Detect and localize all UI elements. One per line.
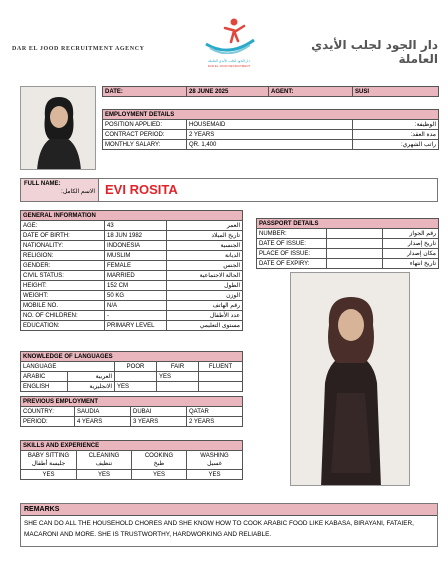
table-row <box>21 417 243 427</box>
full-name-label-ar: الاسم الكامل: <box>61 189 95 195</box>
column-header: FLUENT <box>199 362 243 372</box>
field-label: AGE: <box>21 221 105 231</box>
skill-name-ar: تنظيف <box>95 461 113 467</box>
country-value: QATAR <box>187 407 243 417</box>
skill-header <box>77 451 132 470</box>
language-name-ar: الانجليزية <box>68 382 115 392</box>
skill-header <box>21 451 77 470</box>
remarks-section <box>20 503 438 547</box>
employment-details <box>102 109 439 150</box>
candidate-photo-small <box>20 86 96 170</box>
field-label-ar: عدد الأطفال <box>167 311 243 321</box>
skill-name-ar: غسيل <box>207 461 222 467</box>
table-row <box>21 221 243 231</box>
field-label-ar: الطول <box>167 281 243 291</box>
field-label-ar: تاريخ الميلاد <box>167 231 243 241</box>
level-poor: YES <box>115 382 157 392</box>
remarks-text: SHE CAN DO ALL THE HOUSEHOLD CHORES AND SHE KNOW HOW TO COOK ARABIC FOOD LIKE KABASA, BIRAYANI, FATAIER, MACARONI AND MORE. SHE IS TRUSTWORTHY, HARDWORKING AND RELIABLE. <box>24 520 414 538</box>
column-header: FAIR <box>157 362 199 372</box>
field-value <box>327 259 383 269</box>
logo-caption-ar: دار الجود لجلب الأيدي العاملة <box>208 59 250 63</box>
field-label: GENDER: <box>21 261 105 271</box>
skill-name-ar: طبخ <box>153 461 165 467</box>
field-value: HOUSEMAID <box>187 120 353 130</box>
date-label: DATE: <box>103 87 187 97</box>
field-value: 2 YEARS <box>187 130 353 140</box>
agency-logo <box>198 14 260 66</box>
country-value: SAUDIA <box>75 407 131 417</box>
table-row <box>21 251 243 261</box>
table-row <box>257 239 439 249</box>
field-label: MOBILE NO. <box>21 301 105 311</box>
skill-header <box>187 451 243 470</box>
field-label-ar: تاريخ انتهاء <box>383 259 439 269</box>
field-label-ar: الوظيفة: <box>353 120 439 130</box>
field-value: MARRIED <box>105 271 167 281</box>
field-label: HEIGHT: <box>21 281 105 291</box>
field-label: NATIONALITY: <box>21 241 105 251</box>
skill-name: BABY SITTING <box>27 453 70 459</box>
agent-value: SUSI <box>353 87 439 97</box>
field-label-ar: الوزن <box>167 291 243 301</box>
table-header-row <box>21 362 243 372</box>
candidate-photo-full <box>290 272 410 486</box>
field-value: 43 <box>105 221 167 231</box>
field-label: MONTHLY SALARY: <box>103 140 187 150</box>
employment-title: EMPLOYMENT DETAILS <box>103 110 439 120</box>
table-row <box>21 470 243 480</box>
logo-figure-icon <box>198 14 260 54</box>
field-label: DATE OF BIRTH: <box>21 231 105 241</box>
table-row <box>257 259 439 269</box>
table-row <box>21 261 243 271</box>
field-label: CIVIL STATUS: <box>21 271 105 281</box>
field-label-ar: الحالة الاجتماعية <box>167 271 243 281</box>
table-row <box>21 382 243 392</box>
skill-name: COOKING <box>144 453 174 459</box>
period-value: 2 YEARS <box>187 417 243 427</box>
knowledge-of-languages <box>20 351 243 392</box>
field-label: EDUCATION: <box>21 321 105 331</box>
field-label: CONTRACT PERIOD: <box>103 130 187 140</box>
field-value: 18 JUN 1982 <box>105 231 167 241</box>
table-row <box>21 301 243 311</box>
field-value <box>327 239 383 249</box>
agency-name-en: DAR EL JOOD RECRUITMENT AGENCY <box>12 46 145 52</box>
logo-caption-en: DAR EL JOOD RECRUITMENT <box>207 64 251 68</box>
date-value: 28 JUNE 2025 <box>187 87 269 97</box>
field-label-ar: الجنسية <box>167 241 243 251</box>
country-label: COUNTRY: <box>21 407 75 417</box>
level-fluent <box>199 382 243 392</box>
table-row <box>21 372 243 382</box>
field-label-ar: تاريخ إصدار <box>383 239 439 249</box>
level-fluent <box>199 372 243 382</box>
column-header: LANGUAGE <box>21 362 115 372</box>
field-label: DATE OF EXPIRY: <box>257 259 327 269</box>
field-value: 50 KG <box>105 291 167 301</box>
full-name-label: FULL NAME: <box>24 181 61 187</box>
language-name: ENGLISH <box>21 382 68 392</box>
agent-label: AGENT: <box>269 87 353 97</box>
general-information <box>20 210 243 331</box>
field-label-ar: رقم الهاتف <box>167 301 243 311</box>
field-value: - <box>105 311 167 321</box>
skills-and-experience <box>20 440 243 480</box>
table-row <box>21 311 243 321</box>
field-label-ar: راتب الشهري: <box>353 140 439 150</box>
previous-employment <box>20 396 243 427</box>
field-label: NO. OF CHILDREN: <box>21 311 105 321</box>
skills-header-row <box>21 451 243 470</box>
table-row <box>103 140 439 150</box>
field-value: QR. 1,400 <box>187 140 353 150</box>
field-value: MUSLIM <box>105 251 167 261</box>
skills-title: SKILLS AND EXPERIENCE <box>21 441 243 451</box>
skill-value: YES <box>21 470 77 480</box>
country-value: DUBAI <box>131 407 187 417</box>
field-label: PLACE OF ISSUE: <box>257 249 327 259</box>
field-label: WEIGHT: <box>21 291 105 301</box>
table-row <box>257 249 439 259</box>
table-row <box>21 231 243 241</box>
period-label: PERIOD: <box>21 417 75 427</box>
column-header: POOR <box>115 362 157 372</box>
full-name-value: EVI ROSITA <box>105 182 178 197</box>
table-row <box>257 229 439 239</box>
skill-name: WASHING <box>200 453 229 459</box>
field-label-ar: مستوى التعليمي <box>167 321 243 331</box>
passport-title: PASSPORT DETAILS <box>257 219 439 229</box>
skill-value: YES <box>187 470 243 480</box>
skill-name: CLEANING <box>88 453 120 459</box>
field-label-ar: مدة العقد: <box>353 130 439 140</box>
table-row <box>21 241 243 251</box>
period-value: 3 YEARS <box>131 417 187 427</box>
skill-name-ar: جليسة أطفال <box>31 461 66 467</box>
general-title: GENERAL INFORMATION <box>21 211 243 221</box>
field-value: N/A <box>105 301 167 311</box>
table-row <box>21 407 243 417</box>
field-label-ar: العمر <box>167 221 243 231</box>
field-value: FEMALE <box>105 261 167 271</box>
table-row <box>21 291 243 301</box>
previous-title: PREVIOUS EMPLOYMENT <box>21 397 243 407</box>
period-value: 4 YEARS <box>75 417 131 427</box>
language-name: ARABIC <box>21 372 68 382</box>
table-row <box>21 321 243 331</box>
language-name-ar: العربية <box>68 372 115 382</box>
skill-value: YES <box>77 470 132 480</box>
table-row <box>103 120 439 130</box>
date-agent-row <box>102 86 439 97</box>
field-label-ar: رقم الجواز <box>383 229 439 239</box>
field-label-ar: الديانة <box>167 251 243 261</box>
field-label-ar: مكان إصدار <box>383 249 439 259</box>
field-label: POSITION APPLIED: <box>103 120 187 130</box>
table-row <box>21 281 243 291</box>
languages-title: KNOWLEDGE OF LANGUAGES <box>21 352 243 362</box>
skill-header <box>132 451 187 470</box>
remarks-title: REMARKS <box>21 504 437 516</box>
skill-value: YES <box>132 470 187 480</box>
field-label: NUMBER: <box>257 229 327 239</box>
field-value: PRIMARY LEVEL <box>105 321 167 331</box>
field-value: INDONESIA <box>105 241 167 251</box>
full-name-row <box>20 178 438 202</box>
passport-details <box>256 218 439 269</box>
field-value <box>327 249 383 259</box>
field-value <box>327 229 383 239</box>
level-poor <box>115 372 157 382</box>
field-label: RELIGION: <box>21 251 105 261</box>
level-fair <box>157 382 199 392</box>
field-label: DATE OF ISSUE: <box>257 239 327 249</box>
table-row <box>103 130 439 140</box>
table-row <box>21 271 243 281</box>
level-fair: YES <box>157 372 199 382</box>
agency-name-ar: دار الجود لجلب الأيدي العاملة <box>311 38 438 66</box>
field-label-ar: الجنس <box>167 261 243 271</box>
field-value: 152 CM <box>105 281 167 291</box>
